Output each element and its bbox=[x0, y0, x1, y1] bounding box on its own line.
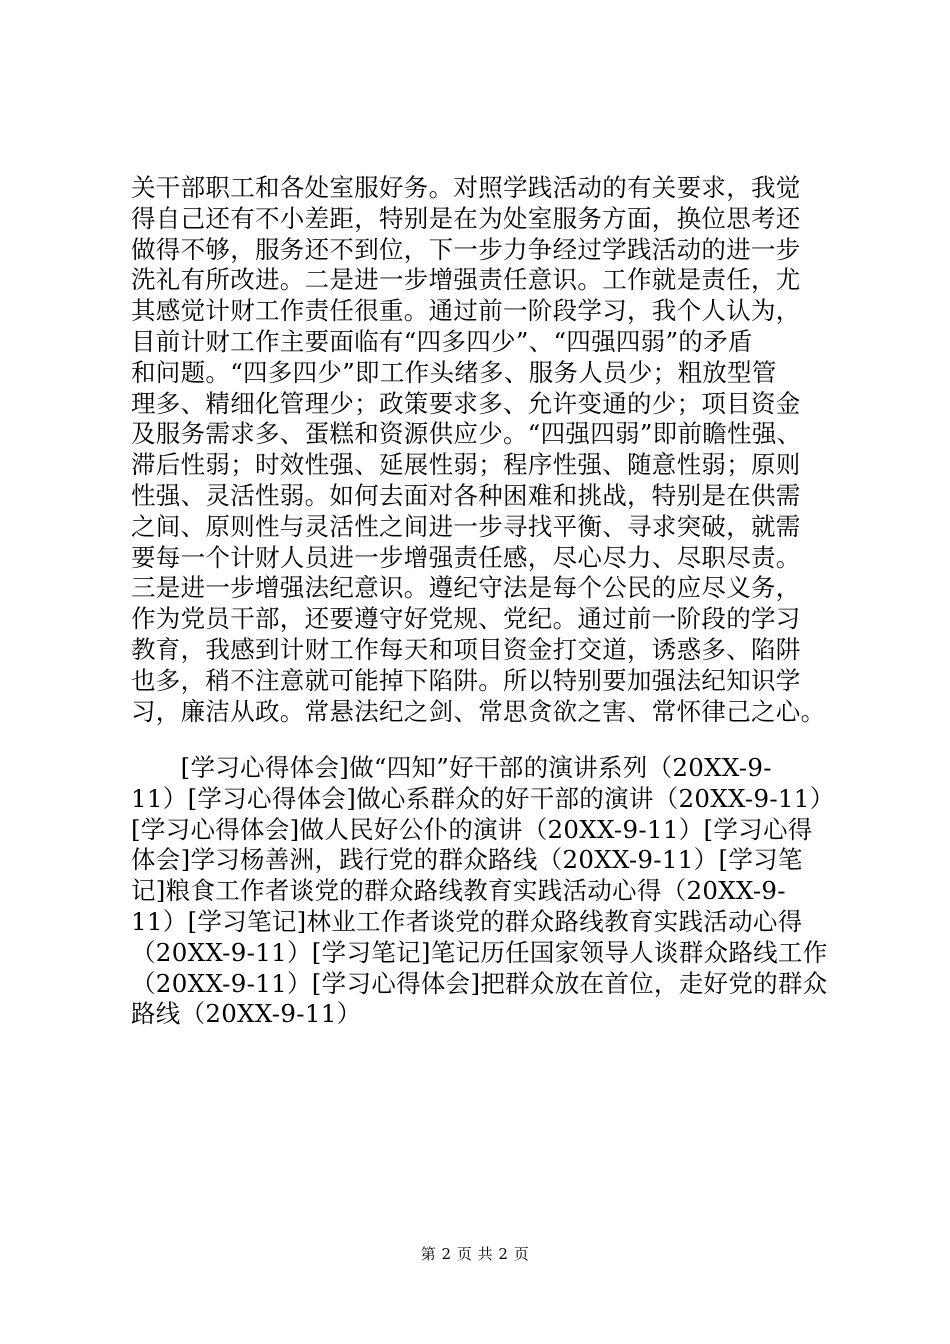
text-line: 体会]学习杨善洲，践行党的群众路线（20XX-9-11）[学习笔 bbox=[131, 845, 803, 875]
related-links-paragraph bbox=[131, 753, 835, 1030]
text-line: 性强、灵活性弱。如何去面对各种困难和挑战，特别是在供需 bbox=[131, 480, 801, 510]
text-line: （20XX-9-11）[学习笔记]笔记历任国家领导人谈群众路线工作 bbox=[131, 937, 828, 967]
text-line: [学习心得体会]做人民好公仆的演讲（20XX-9-11）[学习心得 bbox=[131, 814, 813, 844]
text-line: 和问题。“四多四少”即工作头绪多、服务人员少；粗放型管 bbox=[131, 357, 777, 387]
text-line: 记]粮食工作者谈党的群众路线教育实践活动心得（20XX-9- bbox=[131, 876, 786, 906]
text-line: 关干部职工和各处室服好务。对照学践活动的有关要求，我觉 bbox=[131, 173, 801, 202]
text-line: 得自己还有不小差距，特别是在为处室服务方面，换位思考还 bbox=[131, 203, 801, 233]
text-line: 教育，我感到计财工作每天和项目资金打交道，诱惑多、陷阱 bbox=[131, 634, 801, 664]
text-line: 作为党员干部，还要遵守好党规、党纪。通过前一阶段的学习 bbox=[131, 604, 801, 634]
text-line: 习，廉洁从政。常悬法纪之剑、常思贪欲之害、常怀律己之心。 bbox=[131, 696, 826, 726]
text-line: 之间、原则性与灵活性之间进一步寻找平衡、寻求突破，就需 bbox=[131, 511, 801, 541]
text-line: 及服务需求多、蛋糕和资源供应少。“四强四弱”即前瞻性强、 bbox=[131, 419, 802, 449]
page-footer bbox=[0, 1244, 950, 1264]
page-number: 第 2 页 共 2 页 bbox=[420, 1245, 530, 1263]
text-line: 11）[学习笔记]林业工作者谈党的群众路线教育实践活动心得 bbox=[131, 906, 803, 936]
text-line: 11）[学习心得体会]做心系群众的好干部的演讲（20XX-9-11） bbox=[131, 783, 835, 813]
text-line: 路线（20XX-9-11） bbox=[131, 999, 362, 1029]
text-line: 滞后性弱；时效性强、延展性弱；程序性强、随意性弱；原则 bbox=[131, 450, 801, 480]
text-line: 做得不够，服务还不到位，下一步力争经过学践活动的进一步 bbox=[131, 234, 801, 264]
text-line: 要每一个计财人员进一步增强责任感，尽心尽力、尽职尽责。 bbox=[131, 542, 801, 572]
text-line: 洗礼有所改进。二是进一步增强责任意识。工作就是责任，尤 bbox=[131, 265, 801, 295]
text-line: 理多、精细化管理少；政策要求多、允许变通的少；项目资金 bbox=[131, 388, 801, 418]
text-line: 其感觉计财工作责任很重。通过前一阶段学习，我个人认为， bbox=[131, 296, 801, 326]
text-line: 也多，稍不注意就可能掉下陷阱。所以特别要加强法纪知识学 bbox=[131, 665, 801, 695]
body-paragraph-1 bbox=[131, 173, 831, 727]
text-line: 目前计财工作主要面临有“四多四少”、“四强四弱”的矛盾 bbox=[131, 326, 753, 356]
text-line: [学习心得体会]做“四知”好干部的演讲系列（20XX-9- bbox=[131, 753, 772, 782]
text-line: 三是进一步增强法纪意识。遵纪守法是每个公民的应尽义务， bbox=[131, 573, 801, 603]
text-line: （20XX-9-11）[学习心得体会]把群众放在首位，走好党的群众 bbox=[131, 968, 828, 998]
